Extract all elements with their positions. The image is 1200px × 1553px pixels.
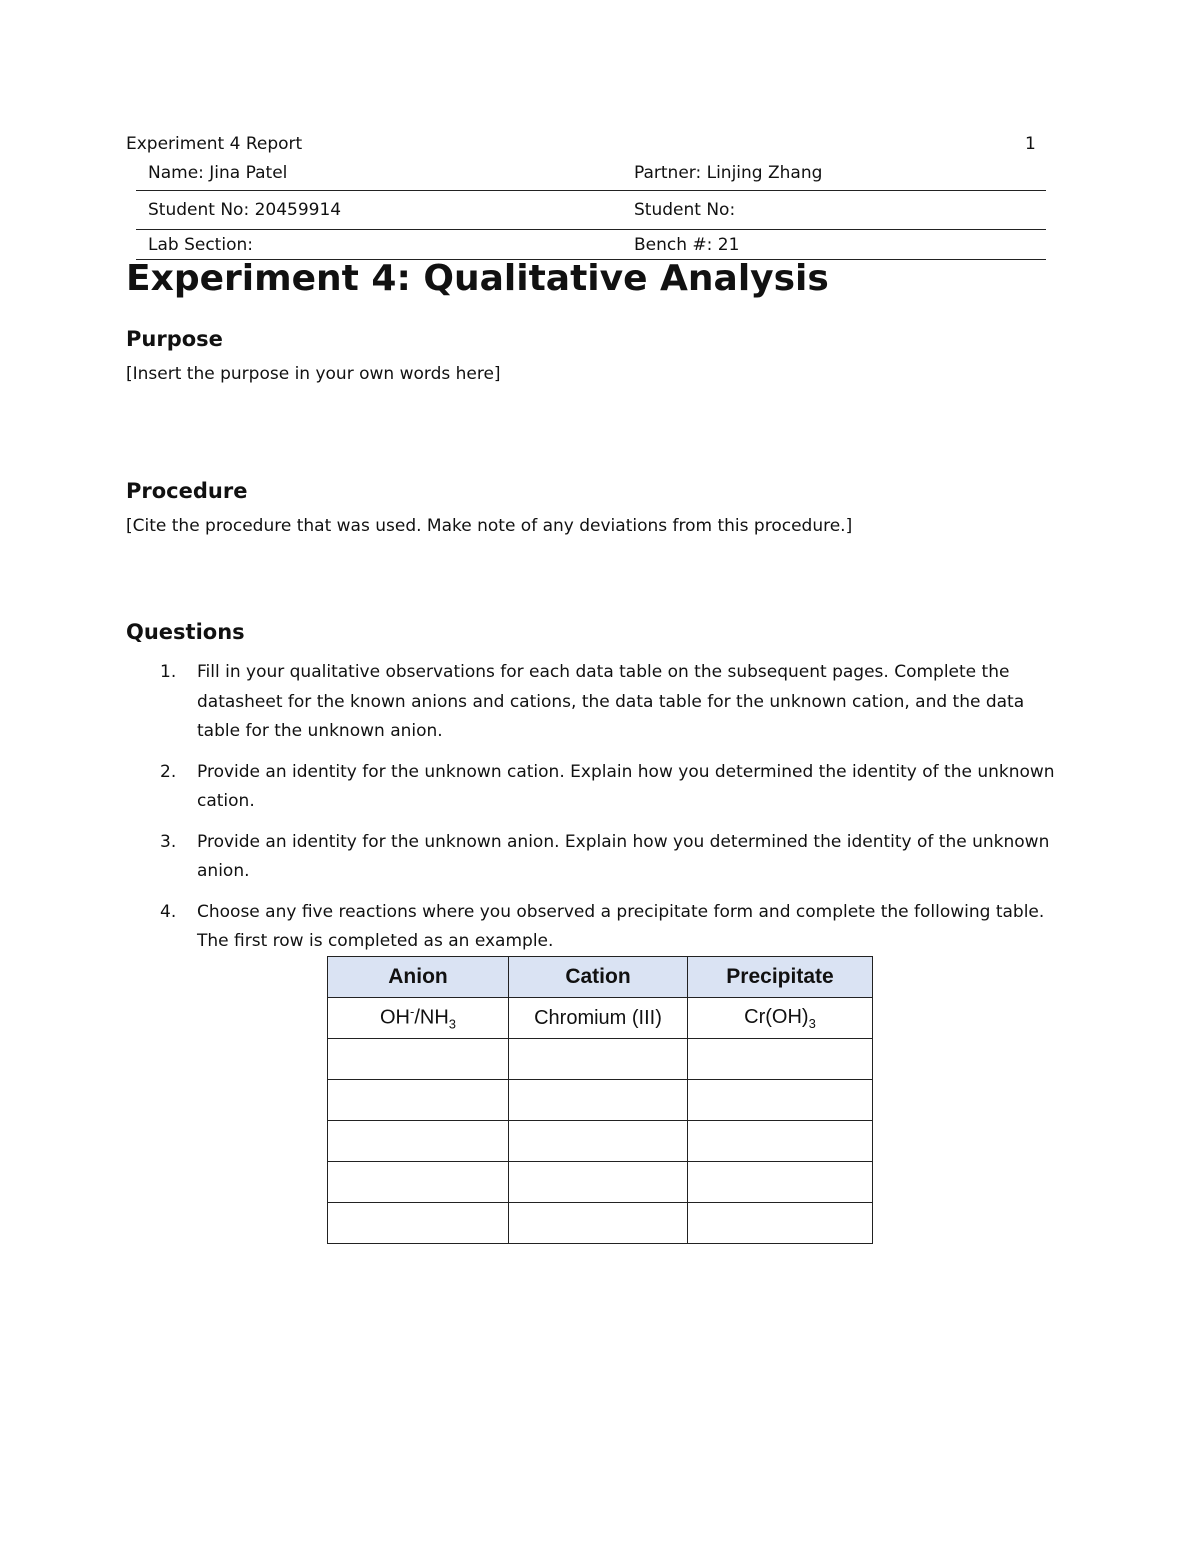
column-header-anion: Anion (328, 957, 509, 998)
name-field: Name: Jina Patel (136, 156, 620, 191)
purpose-text: [Insert the purpose in your own words here] (126, 364, 501, 384)
question-text: Fill in your qualitative observations for each data table on the subsequent pages. Complete the datasheet for the known anions and cations, the data table for the unknown cation, and the data table for the unknown anion. (197, 662, 1025, 741)
column-header-cation: Cation (509, 957, 688, 998)
page-title: Experiment 4: Qualitative Analysis (126, 258, 829, 299)
anion-mid: /NH (414, 1006, 449, 1029)
table-cell[interactable] (688, 1080, 873, 1121)
anion-subscript: 3 (448, 1016, 457, 1032)
question-item (160, 828, 1070, 887)
table-cell[interactable] (328, 1039, 509, 1080)
table-cell[interactable] (509, 1080, 688, 1121)
procedure-heading: Procedure (126, 479, 248, 503)
header-title: Experiment 4 Report (126, 134, 303, 154)
question-number: 3. (160, 831, 177, 852)
precipitate-subscript: 3 (808, 1015, 816, 1031)
question-text: Provide an identity for the unknown anion. Explain how you determined the identity of the unknown anion. (197, 831, 1050, 881)
purpose-heading: Purpose (126, 327, 223, 351)
page-number: 1 (1025, 134, 1036, 154)
table-cell[interactable] (328, 1121, 509, 1162)
question-item (160, 658, 1070, 747)
question-text: Choose any five reactions where you observed a precipitate form and complete the following table. The first row is completed as an example. (197, 901, 1045, 951)
question-number: 4. (160, 901, 177, 922)
table-row (328, 1121, 873, 1162)
student-no-field: Student No: 20459914 (136, 191, 620, 230)
anion-base: OH (379, 1006, 410, 1029)
precipitate-table (327, 956, 873, 1244)
student-info-table (136, 156, 1046, 260)
partner-student-no-field: Student No: (620, 191, 1046, 230)
table-cell[interactable] (688, 1162, 873, 1203)
table-row (328, 1080, 873, 1121)
partner-field: Partner: Linjing Zhang (620, 156, 1046, 191)
questions-list (160, 658, 1070, 968)
anion-charge: - (409, 1004, 415, 1020)
table-cell[interactable] (688, 1121, 873, 1162)
question-item (160, 898, 1070, 957)
table-cell[interactable] (688, 1039, 873, 1080)
example-cation-cell: Chromium (III) (509, 998, 688, 1039)
table-cell[interactable] (328, 1080, 509, 1121)
table-cell[interactable] (688, 1203, 873, 1244)
lab-section-field: Lab Section: (136, 230, 620, 260)
question-text: Provide an identity for the unknown cation. Explain how you determined the identity of the unknown cation. (197, 761, 1055, 811)
table-cell[interactable] (509, 1121, 688, 1162)
table-cell[interactable] (509, 1039, 688, 1080)
table-row (328, 1203, 873, 1244)
precipitate-base: Cr(OH) (744, 1005, 809, 1028)
question-item (160, 758, 1070, 817)
table-row (328, 1039, 873, 1080)
question-number: 2. (160, 761, 177, 782)
example-anion-cell (328, 998, 509, 1039)
table-cell[interactable] (328, 1203, 509, 1244)
bench-field: Bench #: 21 (620, 230, 1046, 260)
table-cell[interactable] (509, 1203, 688, 1244)
table-header-row (328, 957, 873, 998)
procedure-text: [Cite the procedure that was used. Make note of any deviations from this procedure.] (126, 516, 853, 536)
questions-heading: Questions (126, 620, 245, 644)
column-header-precipitate: Precipitate (688, 957, 873, 998)
table-row (328, 998, 873, 1039)
example-precipitate-cell (688, 998, 873, 1039)
table-cell[interactable] (509, 1162, 688, 1203)
table-row (328, 1162, 873, 1203)
table-cell[interactable] (328, 1162, 509, 1203)
question-number: 1. (160, 662, 177, 682)
